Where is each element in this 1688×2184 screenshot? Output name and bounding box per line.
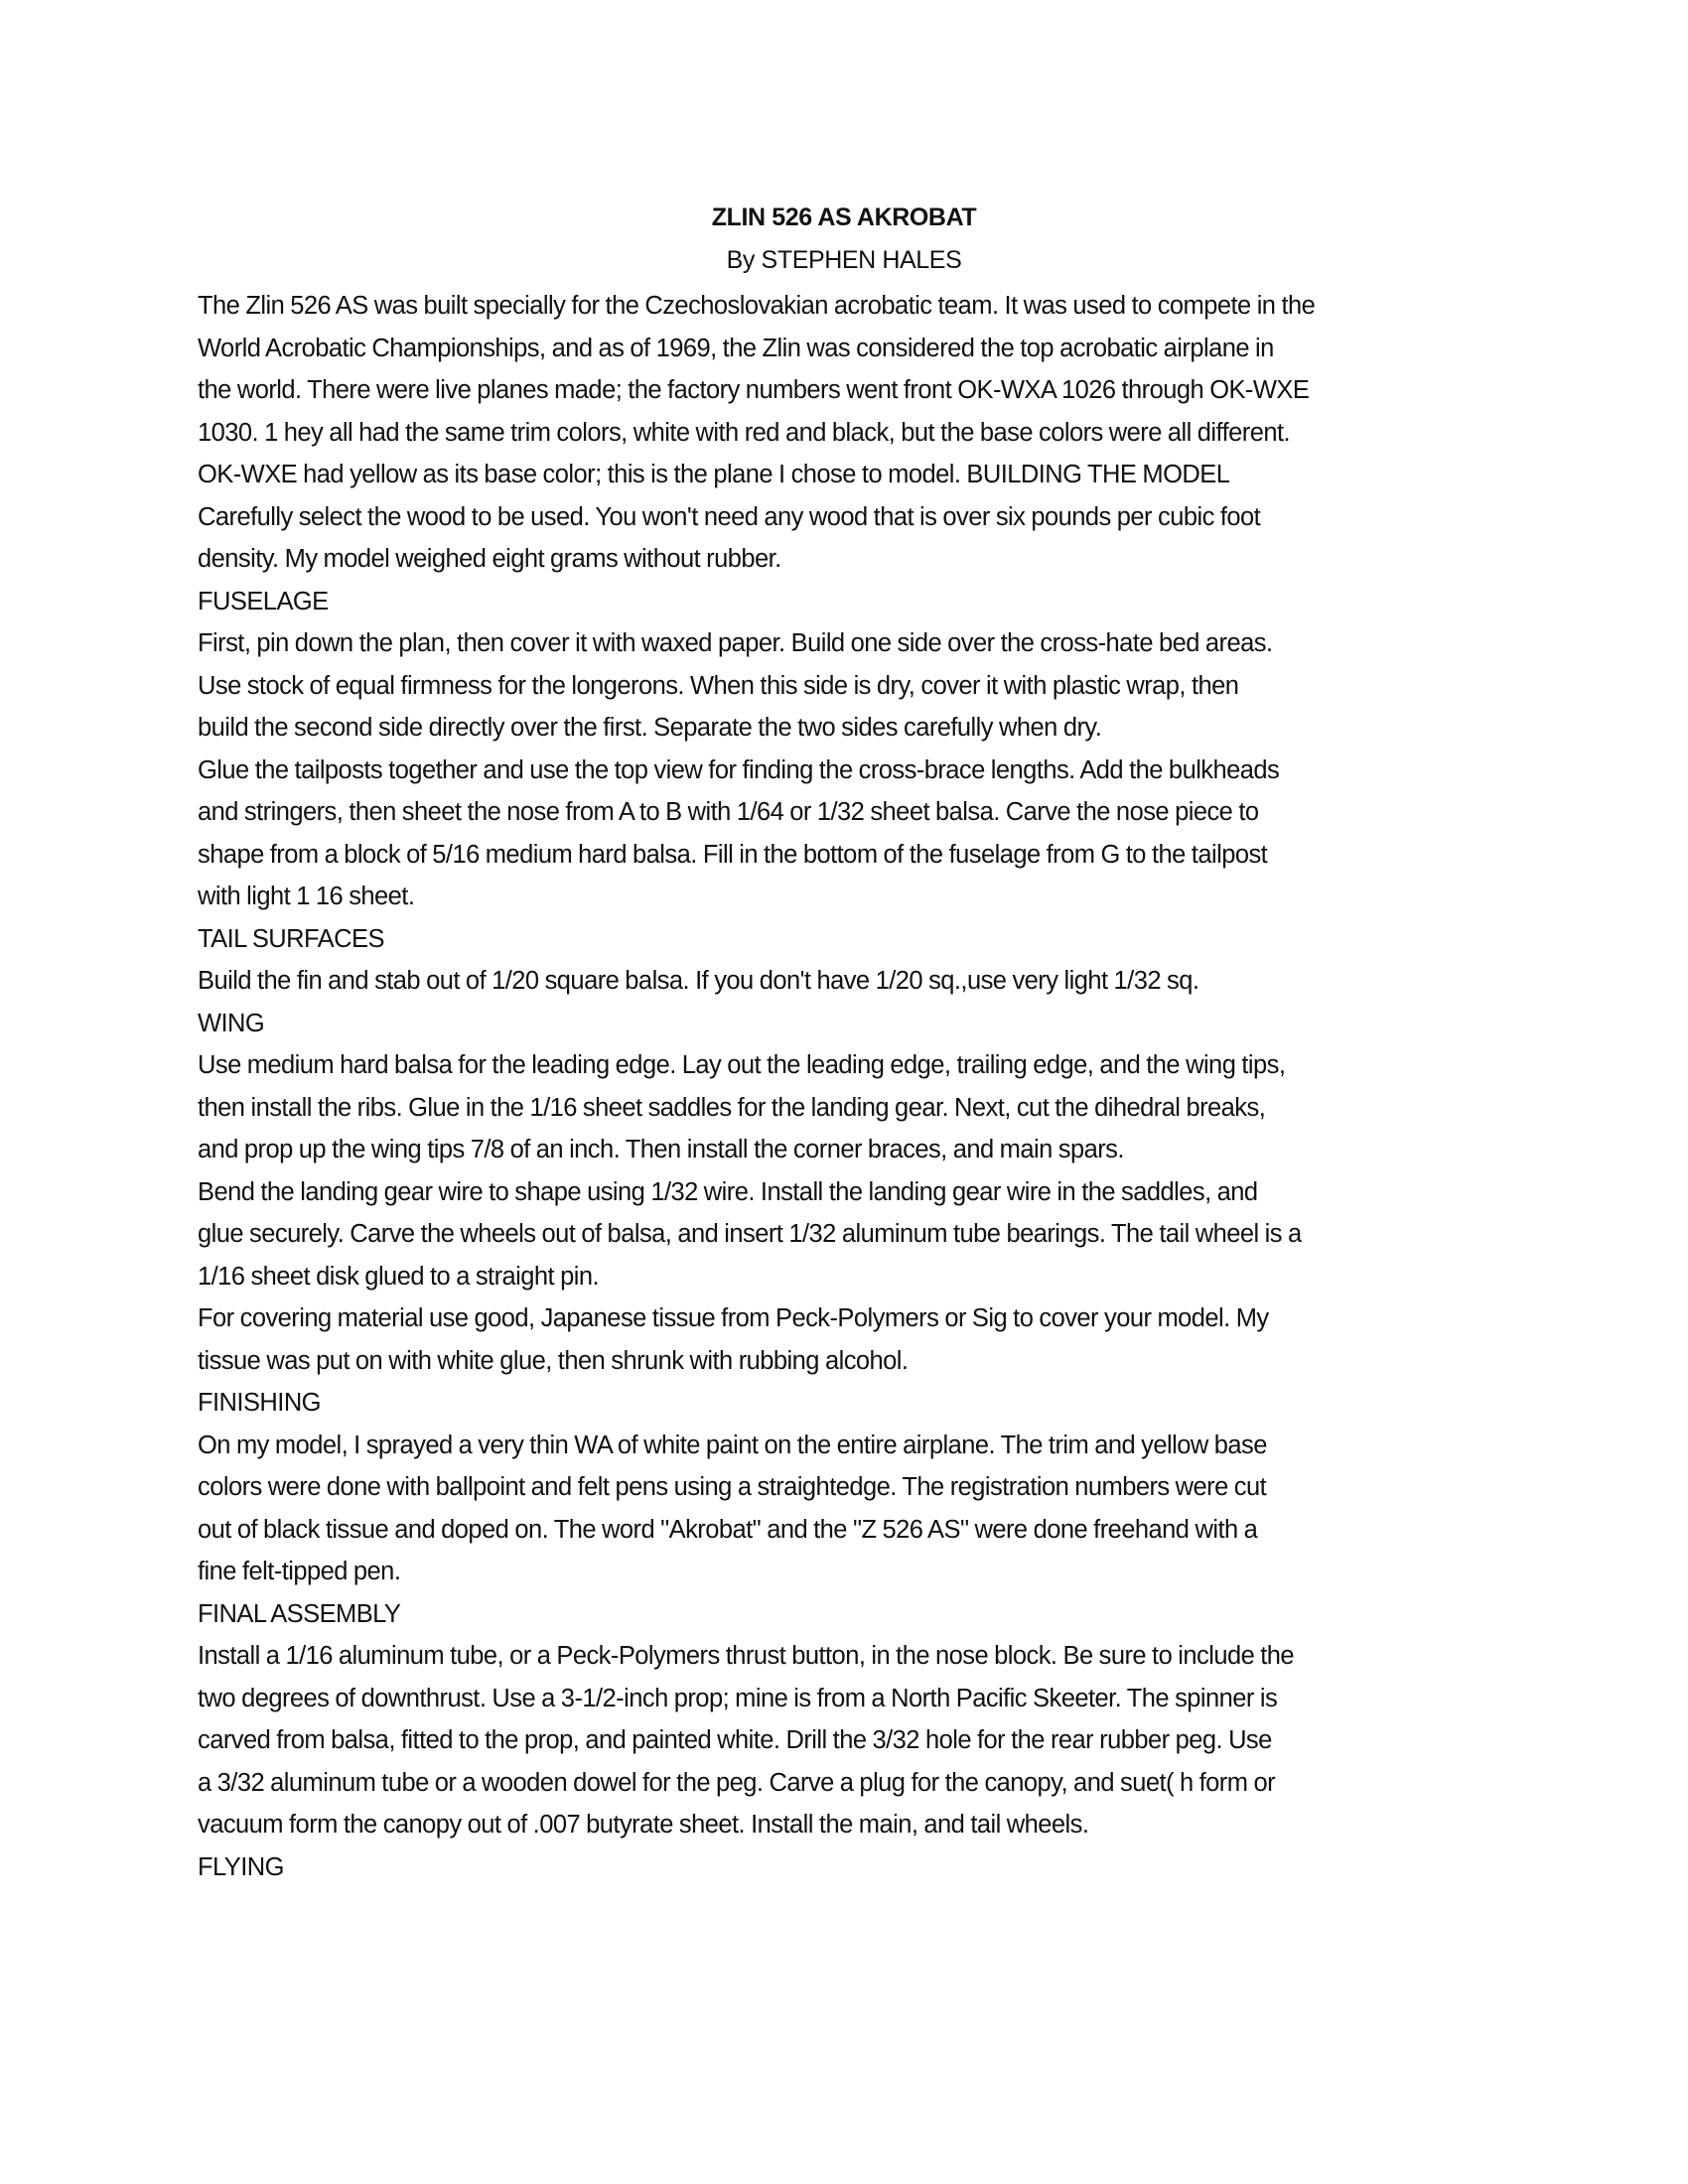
intro-line: World Acrobatic Championships, and as of 1969, the Zlin was considered the top acrobatic airplane in — [198, 334, 1274, 362]
wing-line: 1/16 sheet disk glued to a straight pin. — [198, 1262, 600, 1291]
final-assembly-line: carved from balsa, fitted to the prop, and painted white. Drill the 3/32 hole for the rear rubber peg. Use — [198, 1726, 1272, 1754]
tail-surfaces-line: Build the fin and stab out of 1/20 square balsa. If you don't have 1/20 sq.,use very light 1/32 sq. — [198, 967, 1199, 995]
author-byline: By STEPHEN HALES — [726, 246, 962, 274]
intro-line: OK-WXE had yellow as its base color; this is the plane I chose to model. BUILDING THE MODEL — [198, 461, 1230, 488]
fuselage-line: build the second side directly over the first. Separate the two sides carefully when dry. — [198, 714, 1102, 742]
wing-line: tissue was put on with white glue, then shrunk with rubbing alcohol. — [198, 1346, 909, 1375]
section-heading-tail-surfaces: TAIL SURFACES — [198, 924, 384, 953]
finishing-line: On my model, I sprayed a very thin WA of white paint on the entire airplane. The trim and yellow base — [198, 1431, 1267, 1459]
section-heading-final-assembly: FINAL ASSEMBLY — [198, 1599, 401, 1628]
fuselage-line: with light 1 16 sheet. — [198, 883, 415, 910]
fuselage-line: Use stock of equal firmness for the longerons. When this side is dry, cover it with plastic wrap, then — [198, 671, 1239, 700]
intro-line: 1030. 1 hey all had the same trim colors, white with red and black, but the base colors were all different. — [198, 418, 1291, 447]
finishing-line: out of black tissue and doped on. The word "Akrobat" and the "Z 526 AS" were done freehand with a — [198, 1515, 1258, 1544]
final-assembly-line: vacuum form the canopy out of .007 butyrate sheet. Install the main, and tail wheels. — [198, 1811, 1089, 1839]
final-assembly-line: a 3/32 aluminum tube or a wooden dowel for the peg. Carve a plug for the canopy, and suet( h form or — [198, 1768, 1276, 1797]
building-line: Carefully select the wood to be used. You won't need any wood that is over six pounds per cubic foot — [198, 502, 1261, 531]
final-assembly-line: two degrees of downthrust. Use a 3-1/2-inch prop; mine is from a North Pacific Skeeter. The spinner is — [198, 1684, 1278, 1712]
fuselage-line: First, pin down the plan, then cover it with waxed paper. Build one side over the cross-hate bed areas. — [198, 629, 1273, 657]
wing-line: and prop up the wing tips 7/8 of an inch. Then install the corner braces, and main spars. — [198, 1136, 1124, 1163]
intro-line: The Zlin 526 AS was built specially for the Czechoslovakian acrobatic team. It was used to compete in the — [198, 292, 1316, 320]
wing-line: then install the ribs. Glue in the 1/16 sheet saddles for the landing gear. Next, cut the dihedral breaks, — [198, 1093, 1266, 1122]
intro-line: the world. There were live planes made; the factory numbers went front OK-WXA 1026 through OK-WXE — [198, 376, 1310, 404]
document-title: ZLIN 526 AS AKROBAT — [711, 204, 977, 231]
final-assembly-line: Install a 1/16 aluminum tube, or a Peck-Polymers thrust button, in the nose block. Be sure to include the — [198, 1642, 1295, 1670]
document-body — [198, 285, 1518, 1888]
fuselage-line: and stringers, then sheet the nose from A to B with 1/64 or 1/32 sheet balsa. Carve the nose piece to — [198, 798, 1259, 826]
finishing-line: fine felt-tipped pen. — [198, 1558, 401, 1585]
building-line: density. My model weighed eight grams without rubber. — [198, 545, 781, 573]
wing-line: Bend the landing gear wire to shape using 1/32 wire. Install the landing gear wire in the saddles, and — [198, 1177, 1258, 1206]
section-heading-finishing: FINISHING — [198, 1389, 321, 1417]
wing-line: Use medium hard balsa for the leading edge. Lay out the leading edge, trailing edge, and the wing tips, — [198, 1051, 1286, 1079]
section-heading-wing: WING — [198, 1009, 265, 1037]
fuselage-line: Glue the tailposts together and use the top view for finding the cross-brace lengths. Add the bulkheads — [198, 755, 1280, 784]
section-heading-fuselage: FUSELAGE — [198, 587, 329, 615]
section-heading-flying: FLYING — [198, 1852, 284, 1881]
fuselage-line: shape from a block of 5/16 medium hard balsa. Fill in the bottom of the fuselage from G to the tailpost — [198, 840, 1268, 869]
finishing-line: colors were done with ballpoint and felt pens using a straightedge. The registration numbers were cut — [198, 1473, 1267, 1501]
wing-line: For covering material use good, Japanese tissue from Peck-Polymers or Sig to cover your model. My — [198, 1304, 1269, 1332]
wing-line: glue securely. Carve the wheels out of balsa, and insert 1/32 aluminum tube bearings. The tail wheel is a — [198, 1220, 1302, 1248]
